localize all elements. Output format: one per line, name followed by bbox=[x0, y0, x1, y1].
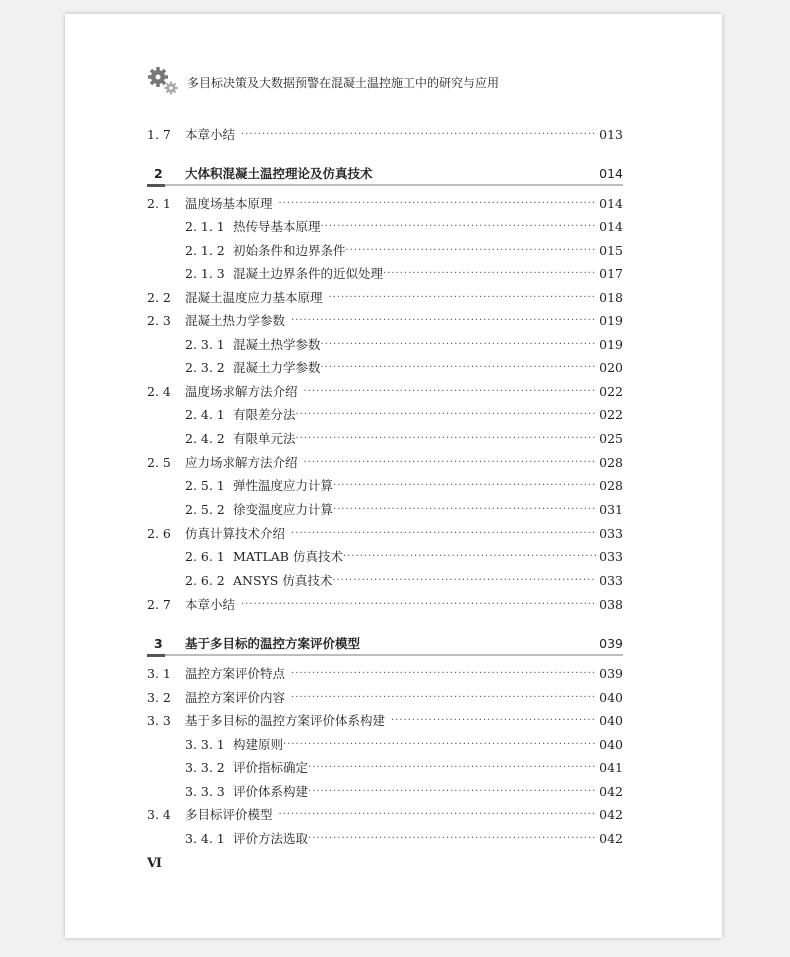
section-number: 2. 3. 1 bbox=[185, 337, 225, 352]
section-number: 2. 7 bbox=[147, 597, 171, 612]
dot-leader bbox=[308, 758, 596, 778]
page-ref: 039 bbox=[599, 666, 623, 681]
section-number: 2. 5. 1 bbox=[185, 478, 225, 493]
dot-leader bbox=[304, 453, 597, 473]
section-title: 温度场基本原理 bbox=[185, 196, 273, 211]
page-ref: 031 bbox=[599, 502, 623, 517]
dot-leader bbox=[283, 735, 596, 755]
section-title: 基于多目标的温控方案评价体系构建 bbox=[185, 713, 386, 728]
section-number: 2. 4. 2 bbox=[185, 431, 225, 446]
section-number: 3. 2 bbox=[147, 690, 171, 705]
chapter-underline-mark bbox=[147, 654, 165, 657]
running-header bbox=[147, 66, 627, 96]
section-number: 2. 3. 2 bbox=[185, 360, 225, 375]
page-ref: 022 bbox=[599, 407, 623, 422]
page-ref: 019 bbox=[599, 337, 623, 352]
toc-section-entry[interactable] bbox=[147, 688, 623, 708]
dot-leader bbox=[321, 217, 597, 237]
page-ref: 041 bbox=[599, 760, 623, 775]
toc-section-entry[interactable] bbox=[147, 311, 623, 331]
toc-subsection-entry[interactable] bbox=[147, 571, 623, 591]
section-title: 评价体系构建 bbox=[233, 784, 309, 799]
section-number: 3. 4 bbox=[147, 807, 171, 822]
toc-subsection-entry[interactable] bbox=[147, 217, 623, 237]
section-number: 2. 5 bbox=[147, 455, 171, 470]
toc-subsection-entry[interactable] bbox=[147, 758, 623, 778]
section-number: 3. 3. 3 bbox=[185, 784, 225, 799]
dot-leader bbox=[291, 688, 596, 708]
section-number: 2. 4 bbox=[147, 384, 171, 399]
section-title: 混凝土热力学参数 bbox=[185, 313, 286, 328]
section-title: 多目标评价模型 bbox=[185, 807, 273, 822]
toc-subsection-entry[interactable] bbox=[147, 547, 623, 567]
chapter-number: 3 bbox=[154, 635, 163, 651]
section-number: 2. 6. 1 bbox=[185, 549, 225, 564]
page-ref: 019 bbox=[599, 313, 623, 328]
dot-leader bbox=[346, 241, 597, 261]
dot-leader bbox=[383, 264, 596, 284]
chapter-title: 大体积混凝土温控理论及仿真技术 bbox=[185, 166, 373, 181]
section-title: 应力场求解方法介绍 bbox=[185, 455, 298, 470]
toc-subsection-entry[interactable] bbox=[147, 500, 623, 520]
section-number: 2. 2 bbox=[147, 290, 171, 305]
page-ref: 040 bbox=[599, 737, 623, 752]
toc-subsection-entry[interactable] bbox=[147, 358, 623, 378]
section-number: 2. 6 bbox=[147, 526, 171, 541]
section-title: 构建原则 bbox=[233, 737, 284, 752]
toc-subsection-entry[interactable] bbox=[147, 476, 623, 496]
dot-leader bbox=[279, 194, 597, 214]
page-ref: 020 bbox=[599, 360, 623, 375]
toc-subsection-entry[interactable] bbox=[147, 335, 623, 355]
section-number: 3. 3 bbox=[147, 713, 171, 728]
section-number: 3. 4. 1 bbox=[185, 831, 225, 846]
page-ref: 022 bbox=[599, 384, 623, 399]
toc-section-entry[interactable] bbox=[147, 711, 623, 731]
toc-section-entry[interactable] bbox=[147, 288, 623, 308]
section-number: 2. 6. 2 bbox=[185, 573, 225, 588]
dot-leader bbox=[279, 805, 597, 825]
dot-leader bbox=[308, 829, 596, 849]
section-number: 1. 7 bbox=[147, 127, 171, 142]
toc-chapter-entry[interactable] bbox=[147, 162, 623, 186]
section-title: 评价指标确定 bbox=[233, 760, 309, 775]
section-title: 弹性温度应力计算 bbox=[233, 478, 334, 493]
page-ref: 033 bbox=[599, 549, 623, 564]
section-number: 2. 1. 1 bbox=[185, 219, 225, 234]
toc-section-entry[interactable] bbox=[147, 453, 623, 473]
toc-subsection-entry[interactable] bbox=[147, 429, 623, 449]
section-number: 3. 1 bbox=[147, 666, 171, 681]
section-title: 混凝土边界条件的近似处理 bbox=[233, 266, 384, 281]
section-title: 混凝土力学参数 bbox=[233, 360, 321, 375]
section-title: 混凝土温度应力基本原理 bbox=[185, 290, 323, 305]
dot-leader bbox=[296, 429, 597, 449]
section-number: 2. 5. 2 bbox=[185, 502, 225, 517]
page-ref: 042 bbox=[599, 807, 623, 822]
dot-leader bbox=[329, 288, 597, 308]
section-title: 混凝土热学参数 bbox=[233, 337, 321, 352]
page-ref: 013 bbox=[599, 127, 623, 142]
dot-leader bbox=[391, 711, 596, 731]
page-ref: 017 bbox=[599, 266, 623, 281]
toc-subsection-entry[interactable] bbox=[147, 782, 623, 802]
page-ref: 033 bbox=[599, 526, 623, 541]
dot-leader bbox=[241, 125, 596, 145]
toc-section-entry[interactable] bbox=[147, 194, 623, 214]
section-title: 有限差分法 bbox=[233, 407, 296, 422]
toc-section-entry[interactable] bbox=[147, 664, 623, 684]
section-title: 热传导基本原理 bbox=[233, 219, 321, 234]
page-ref: 040 bbox=[599, 713, 623, 728]
dot-leader bbox=[333, 500, 596, 520]
toc-section-entry[interactable] bbox=[147, 382, 623, 402]
section-title: 评价方法选取 bbox=[233, 831, 309, 846]
section-title: 初始条件和边界条件 bbox=[233, 243, 346, 258]
page-ref: 014 bbox=[599, 165, 623, 181]
chapter-title: 基于多目标的温控方案评价模型 bbox=[185, 636, 361, 651]
toc-subsection-entry[interactable] bbox=[147, 264, 623, 284]
dot-leader bbox=[333, 476, 596, 496]
section-number: 2. 1. 2 bbox=[185, 243, 225, 258]
section-title: 温控方案评价特点 bbox=[185, 666, 286, 681]
dot-leader bbox=[332, 571, 596, 591]
section-title: 仿真计算技术介绍 bbox=[185, 526, 286, 541]
section-number: 2. 3 bbox=[147, 313, 171, 328]
toc-section-entry[interactable] bbox=[147, 805, 623, 825]
page-ref: 014 bbox=[599, 219, 623, 234]
section-title: ANSYS 仿真技术 bbox=[233, 573, 333, 588]
section-title: 本章小结 bbox=[185, 127, 236, 142]
dot-leader bbox=[241, 595, 596, 615]
page-ref: 039 bbox=[599, 635, 623, 651]
page-ref: 040 bbox=[599, 690, 623, 705]
toc-subsection-entry[interactable] bbox=[147, 829, 623, 849]
section-number: 3. 3. 1 bbox=[185, 737, 225, 752]
dot-leader bbox=[321, 358, 597, 378]
toc-chapter-entry[interactable] bbox=[147, 632, 623, 656]
section-title: 徐变温度应力计算 bbox=[233, 502, 334, 517]
dot-leader bbox=[343, 547, 596, 567]
toc-section-entry[interactable] bbox=[147, 125, 623, 145]
book-title: 多目标决策及大数据预警在混凝土温控施工中的研究与应用 bbox=[187, 76, 500, 90]
section-title: MATLAB 仿真技术 bbox=[233, 549, 343, 564]
section-title: 温度场求解方法介绍 bbox=[185, 384, 298, 399]
dot-leader bbox=[321, 335, 597, 355]
toc-section-entry[interactable] bbox=[147, 524, 623, 544]
section-title: 有限单元法 bbox=[233, 431, 296, 446]
page-ref: 018 bbox=[599, 290, 623, 305]
page-ref: 025 bbox=[599, 431, 623, 446]
section-number: 2. 4. 1 bbox=[185, 407, 225, 422]
toc-subsection-entry[interactable] bbox=[147, 405, 623, 425]
page-ref: 014 bbox=[599, 196, 623, 211]
page-ref: 028 bbox=[599, 455, 623, 470]
page-ref: 042 bbox=[599, 784, 623, 799]
page-ref: 015 bbox=[599, 243, 623, 258]
section-title: 本章小结 bbox=[185, 597, 236, 612]
dot-leader bbox=[308, 782, 596, 802]
dot-leader bbox=[291, 311, 596, 331]
toc-subsection-entry[interactable] bbox=[147, 241, 623, 261]
dot-leader bbox=[291, 524, 596, 544]
toc-section-entry[interactable] bbox=[147, 595, 623, 615]
toc-subsection-entry[interactable] bbox=[147, 735, 623, 755]
section-number: 2. 1. 3 bbox=[185, 266, 225, 281]
dot-leader bbox=[304, 382, 597, 402]
dot-leader bbox=[296, 405, 597, 425]
chapter-number: 2 bbox=[154, 165, 163, 181]
page-ref: 038 bbox=[599, 597, 623, 612]
section-number: 2. 1 bbox=[147, 196, 171, 211]
chapter-underline-mark bbox=[147, 184, 165, 187]
page-number-folio: Ⅵ bbox=[147, 856, 162, 871]
page-ref: 033 bbox=[599, 573, 623, 588]
page-ref: 042 bbox=[599, 831, 623, 846]
gears-icon bbox=[147, 66, 181, 96]
page-ref: 028 bbox=[599, 478, 623, 493]
dot-leader bbox=[291, 664, 596, 684]
section-title: 温控方案评价内容 bbox=[185, 690, 286, 705]
section-number: 3. 3. 2 bbox=[185, 760, 225, 775]
